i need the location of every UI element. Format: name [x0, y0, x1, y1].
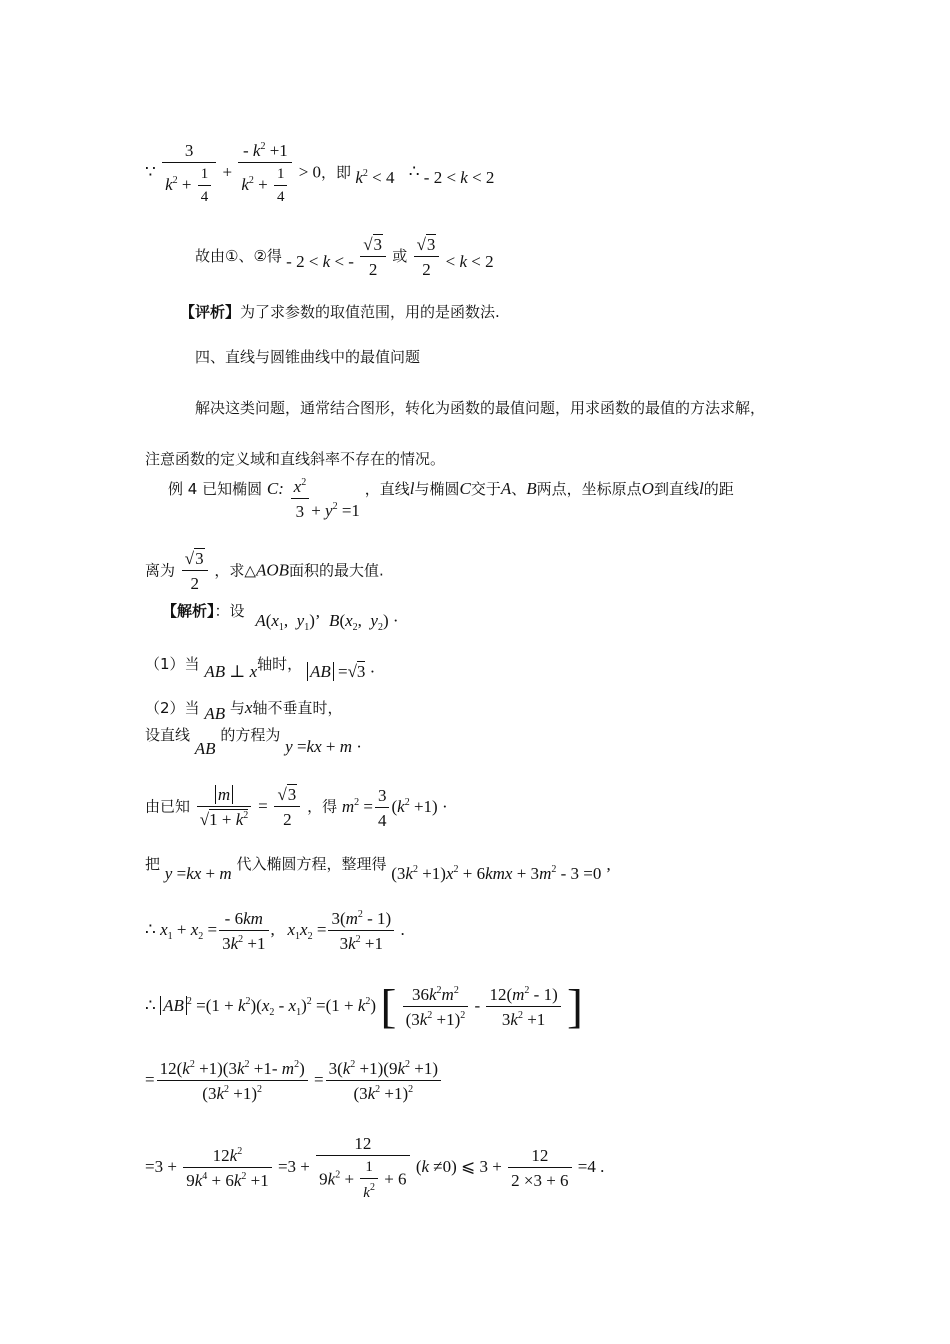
therefore-symbol: ∴ [408, 162, 420, 182]
conclusion-lead: 故由①、②得 [195, 246, 282, 265]
or-word: 或 [392, 246, 408, 265]
intro-line-a: 解决这类问题，通常结合图形，转化为函数的最值问题，用求函数的最值的方法求解， [195, 399, 766, 417]
intro-line-b: 注意函数的定义域和直线斜率不存在的情况。 [145, 450, 446, 468]
ab-squared-line: ∴ AB $^2 =(1 + k^2)(x_2 - x_1)^2 =(1 + k^2)$ [ $\frac{36k^2m^2}{(3k^2 +1)^2}$ - $\frac{12(m^2 - 1)}{3k^2 +1}$ ] [145, 980, 583, 1033]
vieta-line: ∴ $x_1 + x_2$ = $\frac{- 6km}{3k^2 +1}$ , $x_1x_2$ = $\frac{3(m^2 - 1)}{3k^2 +1}$ . [145, 909, 405, 953]
inequality-line-1: ∵ 3 $k^2$ + $\frac{1}{4}$ + - $k^2 +1$ $k^2$ + $\frac{1}{4}$ > 0，即 $k^2 < 4$ ∴ - 2 < k < 2 [145, 141, 495, 205]
case-2-line: （2）当 AB 与x轴不垂直时， [145, 698, 343, 723]
case-1-line: （1）当 AB ⊥ x轴时， AB =√3 · [145, 655, 376, 681]
final-bound-line: =3 + $\frac{12k^2}{9k^4 + 6k^2 +1}$ =3 + 12 $9k^2$ + $\frac{1}{k^2}$ + 6 (k ≠0) ⩽ 3 + $\frac{12}{2 \times 3 + 6}$ =4 . [145, 1134, 605, 1201]
comma-ji: ，即 [321, 163, 352, 182]
expansion-line: = $\frac{12(k^2 +1)(3k^2 +1- m^2)}{(3k^2 +1)^2}$ = $\frac{3(k^2 +1)(9k^2 +1)}{(3k^2 +1)^2}$ [145, 1060, 443, 1102]
substitute-line: 把 y =kx + m 代入椭圆方程，整理得 $(3k^2 +1)x^2 + 6kmx + 3m^2 - 3 =0$ ’ [145, 855, 612, 883]
comment-text: 为了求参数的取值范围，用的是函数法. [240, 303, 500, 321]
known-line: 由已知 $\frac{m}{√1 + k^2}$ = $\frac{√3}{2}$ ，得 $m^2$ = $\frac{3}{4}$ $(k^2 +1)$ · [145, 785, 448, 830]
solution-header: 【解析】：设 $A(x_1$, $y_1$)’ $B(x_2$, $y_2$) · [162, 602, 399, 633]
section-title: 四、直线与圆锥曲线中的最值问题 [195, 348, 421, 366]
because-symbol: ∵ [145, 162, 156, 182]
example4-line-2: 离为 $\frac{√3}{2}$ ，求△AOB面积的最大值. [145, 549, 384, 593]
example4-line-1: 例 4 已知椭圆 C: $\frac{x^2}{3}$ + $y^2 =1$ ，直线l与椭圆C交于A、B两点，坐标原点O到直线l的距 [168, 477, 734, 521]
fraction-neg-k2: - $k^2 +1$ $k^2$ + $\frac{1}{4}$ [238, 142, 292, 205]
set-line: 设直线 AB 的方程为 y =kx + m · [145, 726, 362, 758]
conclusion-line: 故由①、②得 - 2 < k < - $\frac{√3}{2}$ 或 $\frac{√3}{2}$ < k < 2 [195, 235, 494, 279]
fraction-3-over: 3 $k^2$ + $\frac{1}{4}$ [162, 142, 216, 205]
comment-line [180, 305, 500, 320]
comment-label: 【评析】 [180, 303, 241, 321]
